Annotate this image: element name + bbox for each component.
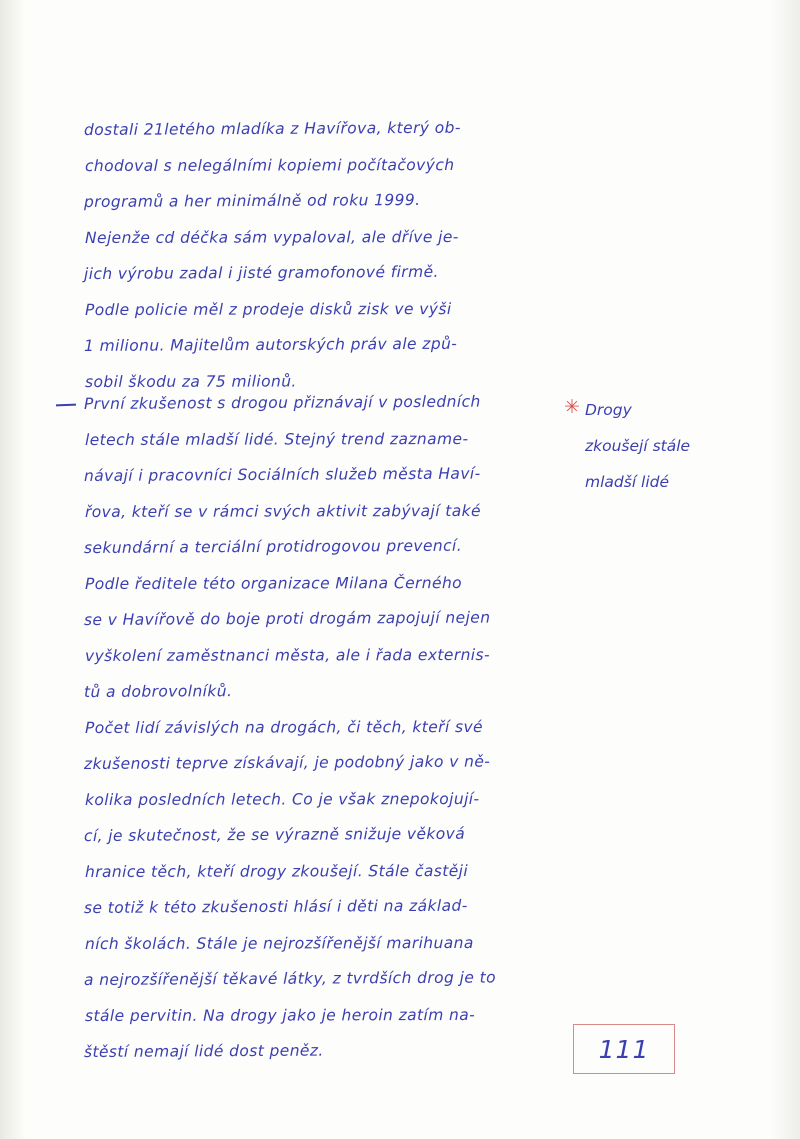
handwritten-line: cí, je skutečnost, že se výrazně snižuje věková	[83, 824, 466, 845]
margin-note-line: mladší lidé	[585, 473, 670, 491]
handwritten-line: hranice těch, kteří drogy zkoušejí. Stále častěji	[84, 861, 469, 881]
handwritten-line: štěstí nemají lidé dost peněz.	[83, 1041, 324, 1061]
handwritten-line: Podle ředitele této organizace Milana Černého	[84, 574, 463, 593]
handwritten-line: chodoval s nelegálními kopiemi počítačových	[84, 156, 455, 175]
handwritten-line: tů a dobrovolníků.	[83, 682, 233, 701]
handwritten-line: se v Havířově do boje proti drogám zapojují nejen	[83, 608, 491, 629]
handwritten-line: programů a her minimálně od roku 1999.	[83, 190, 421, 211]
handwritten-line: jich výrobu zadal i jisté gramofonové firmě.	[83, 262, 439, 283]
handwritten-line: návají i pracovníci Sociálních služeb města Haví-	[83, 464, 481, 485]
handwritten-line: Nejenže cd déčka sám vypaloval, ale dříve je-	[84, 228, 459, 247]
handwritten-line: se totiž k této zkušenosti hlásí i děti na základ-	[83, 896, 468, 917]
handwritten-line: Podle policie měl z prodeje disků zisk ve výši	[84, 300, 452, 319]
handwritten-line: dostali 21letého mladíka z Havířova, který ob-	[83, 118, 461, 139]
handwritten-line: ních školách. Stále je nejrozšířenější marihuana	[84, 933, 474, 953]
paragraph-dash-marker	[56, 404, 76, 407]
handwritten-line: 1 milionu. Majitelům autorských práv ale způ-	[83, 334, 458, 355]
handwritten-line: kolika posledních letech. Co je však znepokojují-	[84, 789, 480, 809]
handwritten-line: Počet lidí závislých na drogách, či těch, kteří své	[84, 717, 483, 737]
handwritten-line: a nejrozšířenější těkavé látky, z tvrdších drog je to	[83, 968, 496, 989]
page-number: 111	[598, 1034, 650, 1064]
handwritten-paragraph-1	[84, 112, 564, 400]
handwritten-line: řova, kteří se v rámci svých aktivit zabývají také	[84, 501, 481, 521]
handwritten-line: vyškolení zaměstnanci města, ale i řada externis-	[84, 645, 491, 665]
margin-note	[585, 392, 775, 500]
margin-note-line: zkoušejí stále	[585, 437, 691, 455]
handwritten-line: letech stále mladší lidé. Stejný trend zazname-	[84, 429, 469, 449]
handwritten-line: stále pervitin. Na drogy jako je heroin zatím na-	[84, 1005, 476, 1025]
handwritten-line: sobil škodu za 75 milionů.	[84, 372, 297, 391]
handwritten-line: První zkušenost s drogou přiznávají v posledních	[83, 392, 481, 413]
handwritten-paragraph-2	[84, 386, 564, 1070]
handwritten-line: zkušenosti teprve získávají, je podobný jako v ně-	[83, 752, 491, 773]
page-number-box	[573, 1024, 675, 1074]
margin-note-line: Drogy	[585, 401, 632, 419]
handwritten-line: sekundární a terciální protidrogovou prevencí.	[83, 536, 463, 557]
asterisk-marker-icon: ✳	[564, 396, 580, 418]
